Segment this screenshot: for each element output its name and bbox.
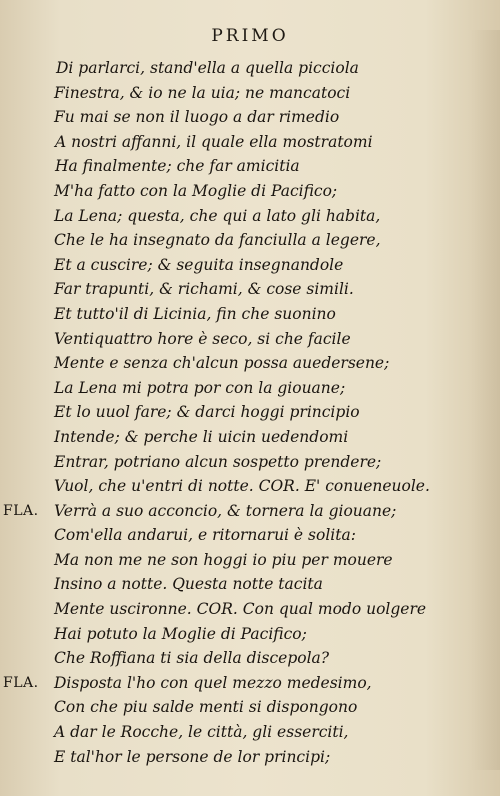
verse-text: Ma non me ne son hoggi io piu per mouere — [54, 550, 393, 569]
verse-text: La Lena; questa, che qui a lato gli habita, — [54, 206, 381, 225]
verse-line — [0, 400, 500, 425]
verse-text: Far trapunti, & richami, & cose simili. — [54, 280, 354, 299]
verse-text: Che Roffiana ti sia della discepola? — [54, 649, 330, 668]
verse-line — [0, 179, 500, 204]
verse-line — [0, 548, 500, 573]
verse-line — [0, 154, 500, 179]
verse-line — [0, 277, 500, 302]
verse-line — [0, 572, 500, 597]
verse-text: Vuol, che u'entri di notte. COR. E' conueneuole. — [54, 477, 430, 496]
verse-text: Mente uscironne. COR. Con qual modo uolgere — [54, 600, 427, 619]
verse-line — [0, 351, 500, 376]
verse-text: La Lena mi potra por con la giouane; — [54, 378, 346, 397]
speaker-label: FLA. — [3, 674, 39, 691]
verse-text: Ventiquattro hore è seco, si che facile — [54, 329, 351, 348]
verse-text: Com'ella andarui, e ritornarui è solita: — [54, 526, 356, 545]
verse-text: A nostri affanni, il quale ella mostratomi — [55, 132, 373, 151]
verse-line — [0, 81, 500, 106]
verse-line — [0, 622, 500, 647]
verse-line — [0, 745, 500, 770]
verse-text: Et a cuscire; & seguita insegnandole — [54, 255, 344, 274]
verse-line — [0, 228, 500, 253]
verse-line — [0, 253, 500, 278]
verse-text: Ha finalmente; che far amicitia — [55, 157, 300, 176]
verse-text: Insino a notte. Questa notte tacita — [54, 575, 323, 594]
verse-line — [0, 204, 500, 229]
verse-line — [0, 376, 500, 401]
verse-line — [0, 499, 500, 524]
verse-line — [0, 327, 500, 352]
verse-line — [0, 671, 500, 696]
verse-text: Che le ha insegnato da fanciulla a legere, — [54, 231, 381, 250]
verse-text: Disposta l'ho con quel mezzo medesimo, — [54, 673, 372, 692]
verse-text: M'ha fatto con la Moglie di Pacifico; — [54, 181, 338, 200]
verse-text: Di parlarci, stand'ella a quella picciola — [56, 59, 359, 77]
verse-text: Intende; & perche li uicin uedendomi — [54, 427, 349, 446]
verse-line — [0, 597, 500, 622]
verse-line — [0, 425, 500, 450]
verse-line — [0, 474, 500, 499]
verse-line — [0, 105, 500, 130]
verse-text: A dar le Rocche, le città, gli esserciti, — [54, 723, 349, 742]
verse-text: Verrà a suo acconcio, & tornera la giouane; — [54, 501, 397, 520]
verse-text: Et tutto'il di Licinia, fin che suonino — [54, 304, 336, 323]
verse-line — [0, 302, 500, 327]
verse-line — [0, 523, 500, 548]
running-header: PRIMO — [211, 26, 289, 46]
verse-text: E tal'hor le persone de lor principi; — [54, 747, 331, 766]
verse-text: Et lo uuol fare; & darci hoggi principio — [54, 403, 360, 422]
verse-line — [0, 450, 500, 475]
verse-text: Hai potuto la Moglie di Pacifico; — [54, 624, 307, 643]
verse-line — [0, 56, 500, 81]
verse-text: Mente e senza ch'alcun possa auedersene; — [54, 354, 390, 373]
verse-line — [0, 646, 500, 671]
speaker-label: FLA. — [3, 502, 39, 519]
verse-line — [0, 720, 500, 745]
verse-text: Entrar, potriano alcun sospetto prendere; — [54, 452, 382, 471]
verse-text: Con che piu salde menti si dispongono — [54, 698, 358, 717]
verse-text: Finestra, & io ne la uia; ne mancatoci — [54, 83, 351, 102]
verse-line — [0, 695, 500, 720]
verse-block — [0, 56, 500, 769]
verse-line — [0, 130, 500, 155]
verse-text: Fu mai se non il luogo a dar rimedio — [54, 108, 340, 127]
